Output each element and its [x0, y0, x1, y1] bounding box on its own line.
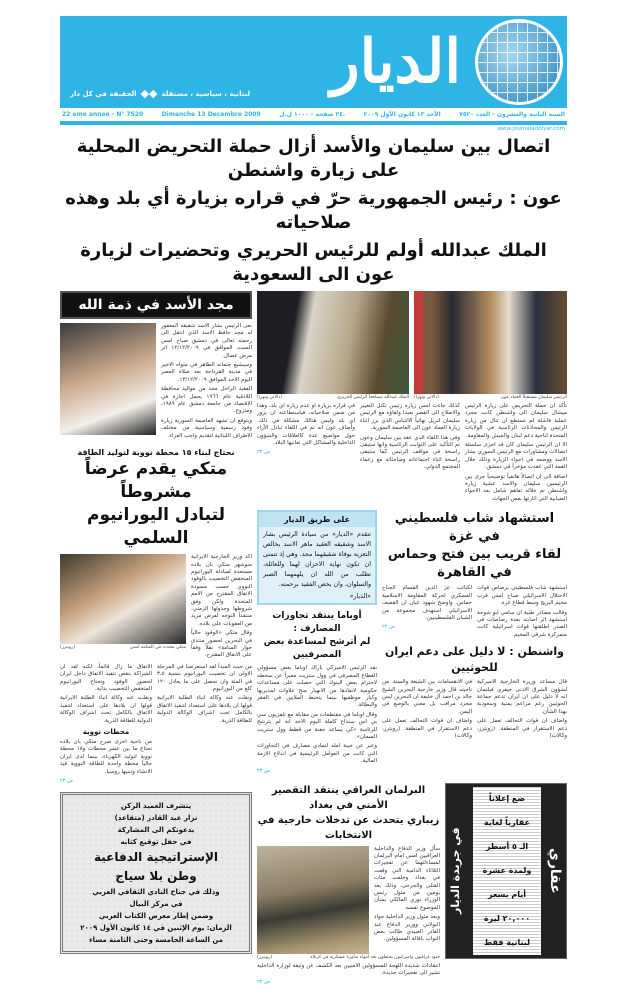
- ad-line: لبنانية فقط: [483, 937, 530, 947]
- paragraph: الا ان الرئيس سليمان كان قد اجرى سلسلة اتصالات ومشاورات مع الرئيس السوري بشار الاسد ووضعه في اجواء الزيارة وذلك خلال القمة التي عقدت مؤخراً في دمشق.: [465, 442, 567, 471]
- paragraph: كذلك جاءت امس زيارة رئيس تكتل التغيير والاصلاح الى القصر بعبدا ولقاؤه مع الرئيس سليمان لتزيل نهائياً الالتباس الذي برز اثناء زيارة العماد عون الى العاصمة السورية.: [360, 403, 460, 432]
- paragraph: وفي هذا اللقاء الذي عقد بين سليمان وعون تم التأكيد على الثوابت الرئاسية وانها ستبقى راسخة في مواقف الرئيس كما ستبقى راسخة اثناء اجتماعاته ومباحثاته مع زعماء المجتمع الدولي.: [360, 434, 460, 471]
- photo-credit: (رويترز): [60, 645, 76, 651]
- ad-detail: الزمان: يوم الإثنين في ١٤ كانون الأول ٢٠٠٩: [80, 924, 232, 933]
- caption-text: متكي يتحدث في المنامة امس: [130, 645, 186, 651]
- caption-right: [414, 395, 567, 400]
- iraq-headline-2: زيباري يتحدث عن تدخلات خارجية في الانتخابات: [257, 814, 440, 841]
- ad-line: في حفل توقيع كتابه: [120, 838, 192, 847]
- continued-link[interactable]: ص ٢٣: [60, 778, 74, 785]
- logo-group: [331, 18, 563, 106]
- obituary-title-box: [60, 291, 252, 319]
- obama-headline-1: أوباما ينتقد تجاوزات المصارف :: [272, 611, 362, 635]
- paragraph: الاتفاق ما زال قائماً، لكنه لقد ان الشراكة بنقص تنفيذ الاتفاق داخل ايران لحضور الوفود وتحتاج اليورانيوم المنخفض التخصيب بداية.: [60, 663, 152, 692]
- mottaki-kicker: نحتاج لبناء ١٥ محطة نووية لتوليد الطاقة: [77, 448, 235, 458]
- right-section: [257, 291, 567, 989]
- ad-line: الـ ٥ أسطر: [485, 841, 529, 851]
- globe-logo-icon: [475, 19, 563, 105]
- paragraph: قال مساعد وزيرة الخارجية الاميركية لشؤون الشرق الادنى جيفري فيلتمان انه لا دليل على ان ايران تدعم جماعة الحوثيين رغم مزاعم يمنية وسعودية بهذا الشأن.: [477, 679, 567, 715]
- editorial-signature: «الديار»: [349, 593, 371, 601]
- ad-line: نزار عبد القادر (متقاعد): [114, 814, 198, 823]
- mottaki-text-col1: [191, 554, 252, 662]
- paragraph: وسيشيع جثمانه الطاهر في مثواه الاخير في مدينة القرداحة بعد صلاة العصر اليوم الاحد الموافق ١٣/١٢/٢٠٠٩.: [161, 362, 252, 383]
- masthead: [60, 16, 567, 108]
- editorial-box: [257, 510, 377, 605]
- iraq-story: [257, 783, 440, 990]
- paragraph: واضاف ان قوات التحالف تعمل على دعم الاستقرار في المنطقة. (رويترز، وكالات): [382, 718, 472, 739]
- gaza-headline-2: لقاء قريب بين فتح وحماس في القاهرة: [387, 547, 562, 581]
- middle-left-stack: [257, 510, 377, 777]
- houthis-columns: [382, 679, 567, 742]
- left-column: [60, 291, 252, 954]
- editorial-title: على طريق الديار: [259, 512, 375, 527]
- slogan: لبنانية ، سياسية ، مستقلة: [161, 89, 251, 98]
- continued-link[interactable]: ص ٢٣: [257, 979, 271, 986]
- obituary-title: مجد الأسد في ذمة الله: [78, 297, 234, 313]
- newspaper-page: [60, 0, 567, 999]
- diamond-ornament-icon: ◆◆: [140, 87, 158, 100]
- mottaki-lower: [60, 664, 252, 788]
- paragraph: وقالت مصادر طبية ان سامي ابو شوحة استشهد اثر اصابته بعدة رصاصات في الصدر اطلقتها قوات اسرائيلية كانت متمركزة شرقي المخيم.: [477, 609, 567, 638]
- newspaper-logo: الديار: [330, 27, 461, 97]
- gaza-headline-1: استشهاد شاب فلسطيني في غزة: [394, 511, 555, 545]
- caption-left: [257, 395, 409, 400]
- paragraph: اكد وزير الخارجية الايرانية منوشهر متكي بان بلاده مستعدة لمبادلة اليورانيوم المنخفض التخصيب بالوقود النووي حسب مسودة الاتفاق المقترح من الامم المتحدة ولكن وفق شروطها وجدولها الزمني، منتقداً التوجه لفرض مزيد من العقوبات على بلاده.: [191, 554, 252, 627]
- date-fr: Dimanche 13 Decembre 2009: [161, 111, 261, 118]
- mottaki-row: [60, 554, 252, 662]
- mottaki-left-stack: [60, 664, 152, 788]
- mottaki-headline-2: لتبادل اليورانيوم السلمي: [87, 505, 225, 549]
- gaza-columns: [382, 585, 567, 641]
- edition-fr: 22 eme annee - N° 7520: [62, 111, 144, 118]
- ad-line: بدعوتكم الى المشاركة: [117, 826, 195, 835]
- paragraph: استشهد شاب فلسطيني برصاص قوات الاحتلال الاسرائيلي صباح امس قرب مخيم البريج وسط قطاع غزة.: [477, 585, 567, 607]
- sleiman-aoun-photo: [414, 291, 567, 394]
- photo-block-right: [414, 291, 567, 403]
- date-ar: الأحد ١٣ كانون الأول ٢٠٠٩: [363, 111, 441, 118]
- page-body: [60, 291, 567, 989]
- caption-text: جنود عراقيون واميركيون يحتفلون بعد انتهاء مناورة عسكرية في كربلاء: [310, 954, 440, 960]
- photo-block-left: [257, 291, 409, 403]
- caption-text: الرئيس سليمان مستقبلاً العماد عون: [500, 395, 567, 400]
- main-headline-1: اتصال بين سليمان والأسد أزال حملة التحريض المحلية على زيارة واشنطن: [76, 136, 551, 181]
- mottaki-caption: [60, 645, 186, 650]
- paragraph: في الانقسامات بين الشيعة والسنة. من ناحيته قال وزير خارجية البحرين الشيخ خالد بن احمد آل خليفة ان البحرين ليس مجرد مراقب بل معني بالوضع في اليمن.: [382, 679, 472, 715]
- ad-side-right: عقاري: [547, 847, 563, 894]
- ad-line: عقارياً لغاية: [483, 817, 530, 827]
- slogans: [70, 16, 250, 108]
- paragraph: ويتوقع ان تشهد العاصمة السورية زيارة وفود رسمية وسياسية من مختلف الاطراف اللبنانية لتقديم واجب العزاء.: [161, 417, 252, 439]
- ad-detail: وضمن إطار معرض الكتاب العربي: [98, 912, 214, 921]
- mottaki-photo-block: [60, 554, 186, 653]
- paragraph: وقال متكي «الوقود حالياً في البحرين لحضور منتدى حوار المنامة» نقلاً وفقاً على الاتفاق المقترح.: [191, 630, 252, 659]
- main-headline-2: عون : رئيس الجمهورية حرّ في قراره بزيارة أي بلد وهذه صلاحياته: [65, 188, 562, 233]
- paragraph: سأل وزير الدفاع والداخلية العراقيين امس امام البرلمان لمساءلتهما عن تفجيرات الثلاثاء الدامية التي وقعت في بغداد وخلفت مئات القتلى والجرحى، وذلك بعد يومين من مثول رئيس الوزراء نوري المالكي بشأن الموضوع نفسه.: [374, 845, 440, 911]
- paragraph: اضافة الى ان اتصالاً هاتفياً توضيحياً جرى بين الرئيسين سليمان والاسد عشية زيارة واشنطن تم خلاله تفاهم شامل بعد الاجواء الضبابية التي اثارتها بعض الجهات.: [465, 473, 567, 502]
- iraq-col1: [374, 846, 440, 946]
- paragraph: وبعد مثول وزير الداخلية جواد البولاني ووزير الدفاع عبد القادر العبيدي طالب بعض النواب باقالة المسؤولين.: [374, 914, 440, 943]
- continued-link[interactable]: ص ٢٣: [382, 624, 396, 631]
- bottom-row: [257, 783, 567, 990]
- middle-right-stack: [382, 510, 567, 742]
- gaza-col2-wrap: [382, 585, 472, 634]
- gaza-col1: [477, 585, 567, 641]
- book-title: الإستراتيجية الدفاعية: [93, 850, 219, 865]
- iraq-headline-1: البرلمان العراقي ينتقد التقصير الأمني في بغداد: [271, 784, 426, 811]
- ad-detail: في مركز البيال: [129, 900, 183, 909]
- edition-ar: السنة الثانية والعشرون - العدد ٧٥٢٠: [459, 111, 565, 118]
- paragraph: الفقيد الراحل مجد من مواليد محافظة اللاذقية عام ١٩٦٦ يحمل اجازة في الاقتصاد من جامعة دمشق عام ١٩٨٩، ومتزوج.: [161, 386, 252, 415]
- paragraph: واضاف ان قوات التحالف تعمل على دعم الاستقرار في المنطقة. (رويترز، وكالات): [477, 718, 567, 739]
- houthis-headline: واشنطن : لا دليل على دعم ايران للحوثيين: [384, 645, 564, 675]
- mottaki-photo: [60, 554, 186, 644]
- mottaki-headline-1: متكي يقدم عرضاً مشروطاً: [84, 459, 228, 503]
- mottaki-text-col3: [60, 664, 152, 725]
- ad-body: [473, 787, 541, 955]
- hariri-king-photo: [257, 291, 409, 394]
- ad-line: ٢٠,٠٠٠ ليرة: [483, 913, 531, 923]
- obituary-text: [161, 323, 252, 442]
- paragraph: وعبر عن خيبة امله لتمادي مصارف في التجاوزات التي كانت من العوامل الرئيسية في اندلاع الازمة المالية.: [257, 743, 377, 765]
- ad-side-left: في جريدة الديار: [449, 827, 462, 914]
- photo-credit: (رويترز): [257, 954, 273, 960]
- paragraph: تأكد ان حملة التحريض على زيارة الرئيس ميشال سليمان الى واشنطن كانت مجرد عملية فاشلة لم تستطع ان تنال من زيارة الرئيس والمحادثات الرئاسية في الولايات المتحدة لناحية دعم لبنان والجيش والمقاومة.: [465, 403, 567, 439]
- paragraph: ونقلت عنه وكالة انباء الطلبة الايرانية قولها ان بلادها على استعداد لتنفيذ الاتفاق بالكامل تحت اشراف الوكالة الدولية للطاقة الذرية.: [60, 695, 152, 724]
- pages-price: ٢٤ صفحة - ١٠٠٠ ل.ل.: [279, 111, 346, 118]
- ad-line: أيام بسعر: [487, 889, 527, 899]
- houthis-col2: [382, 679, 472, 742]
- houthis-col1: [477, 679, 567, 742]
- editorial-text: تتقدم «الديار» من سيادة الرئيس بشار الاسد وشقيقه العقيد ماهر الاسد بخالص التعزية بوفاة شقيقهما مجد. وهي إذ تتمنى ان تكون نهاية الاحزان لهما وللعائلة، تطلب من الله ان يلهمهما الصبر والسلوان، وان يخص الفقيد برحمته.: [263, 531, 371, 589]
- photo-credit: (دالاتي ونهرا): [257, 395, 282, 400]
- iraq-col2: انتقادات شديدة اللهجة للمسؤولين الامنيين بعد الكشف عن وثيقة لوزارة الداخلية تشير الى تفجيرات جديدة.: [257, 962, 440, 976]
- main-story-col3: [257, 403, 355, 447]
- gaza-col2: لكتائب عز الدين القسام الجناح العسكري لحركة المقاومة الاسلامية حماس. واوضح شهود عيان ان القصف الاسرائيلي استهدف مجموعة من الشبان الفلسطينيين.: [382, 585, 472, 621]
- ad-detail: من الساعة الخامسة وحتى الثامنة مساء: [89, 936, 223, 945]
- paragraph: في قراره بزيارة او عدم زيارة اي بلد، وهذا من ضمن صلاحياته، فباستطاعته ان يزور اي بلد وليس هنالك مشكلة في ذلك. وأضاف عون انه تم في اللقاء تبادل الآراء حول مواضيع عدة كالعلاقات والشؤون الداخلية والمشاكل التي تعانيها البلاد.: [257, 403, 355, 447]
- middle-row: [257, 510, 567, 777]
- main-story-col3-wrap: [257, 403, 355, 459]
- website-link[interactable]: www.journaladdiyar.com: [497, 126, 565, 132]
- main-story-columns: [257, 403, 567, 505]
- ad-line: ضع إعلاناً: [488, 793, 526, 803]
- obama-text: [257, 665, 377, 765]
- paragraph: من حيث المبدأ لقد استعرضنا في المرحلة الاولى ان تخصيب اليورانيوم بنسبة ٣،٥ في المئة وان نحصل على ما يعادل ١٢٠ كلغ من اليورانيوم.: [157, 663, 252, 692]
- iraq-soldiers-photo: [257, 846, 369, 954]
- mottaki-subtext: من ناحية اخرى صرح متكي بان بلاده تحتاج ما بين عشر محطات و١٥ محطة نووية لتوليد الكهرباء، بينما لدى ايران حالياً محطة واحدة للطاقة النووية قيد الانشاء وتبنيها روسيا.: [60, 739, 152, 775]
- slogan-left: الحقيقة في كل دار: [70, 89, 137, 98]
- dateline: [60, 108, 567, 121]
- obama-headline-2: لم أترشح لمساعدة بعض المصرفيين: [263, 637, 371, 661]
- iraq-row: [257, 846, 440, 954]
- obituary-photo: [60, 323, 156, 435]
- photo-credit: (دالاتي ونهرا): [414, 395, 439, 400]
- paragraph: نعى الرئيس بشار الاسد شقيقه المغفور له مجد حافظ الاسد الذي انتقل الى رحمته تعالى في دمشق صباح امس السبت الموافق في ١٢/١٢/٢٠٠٩ اثر مرض عضال.: [161, 323, 253, 359]
- continued-link[interactable]: ص ٢٣: [257, 449, 271, 456]
- book-subtitle: وطن بلا سياج: [115, 869, 197, 884]
- main-photos: [257, 291, 567, 403]
- main-story-col2: [360, 403, 460, 474]
- mottaki-subhead: محطات نووية: [82, 728, 130, 737]
- iraq-caption: [257, 955, 440, 960]
- ad-line: يتشرف العميد الركن: [120, 802, 192, 811]
- ad-detail: وذلك في جناح النادي الثقافي العربي: [92, 888, 220, 897]
- mottaki-text-col2: [157, 664, 252, 727]
- paragraph: نقد الرئيس الاميركي باراك اوباما بعض مسؤولي القطاع المصرفي في وول ستريت معبراً عن سخطه لاحترام بعض البنوك التي حصلت على مساعدات حكومية لانقاذها من الانهيار منح علاوات لمديريها وكبار موظفيها بينما يتخبط الملايين في الفقر والبطالة.: [257, 665, 377, 709]
- slogan-row: [70, 87, 250, 100]
- classified-ad: [445, 783, 567, 959]
- ad-line: ولمدة عشرة: [482, 865, 532, 875]
- main-story-col1: [465, 403, 567, 505]
- continued-link[interactable]: ص ٢٣: [257, 767, 271, 774]
- paragraph: وقال اوباما في مقتطفات من مقابلة مع تلفزيون سي بي اس ستذاع كاملة اليوم الاحد انه لم يترشح للرئاسة «كي يساعد حفنة من قطط وول ستريت السمان».: [257, 711, 377, 740]
- main-headline-3: الملك عبدالله أولم للرئيس الحريري وتحضيرات لزيارة عون الى السعودية: [80, 240, 547, 285]
- book-signing-ad: [60, 792, 252, 954]
- caption-text: الملك عبدالله مصافحاً الرئيس الحريري: [337, 395, 409, 400]
- obituary-row: [60, 323, 252, 442]
- paragraph: ونقلت عنه وكالة انباء الطلبة الايرانية قولها ان بلادها على استعداد لتنفيذ الاتفاق بالكامل تحت اشراف الوكالة الدولية للطاقة الذرية.: [157, 695, 252, 724]
